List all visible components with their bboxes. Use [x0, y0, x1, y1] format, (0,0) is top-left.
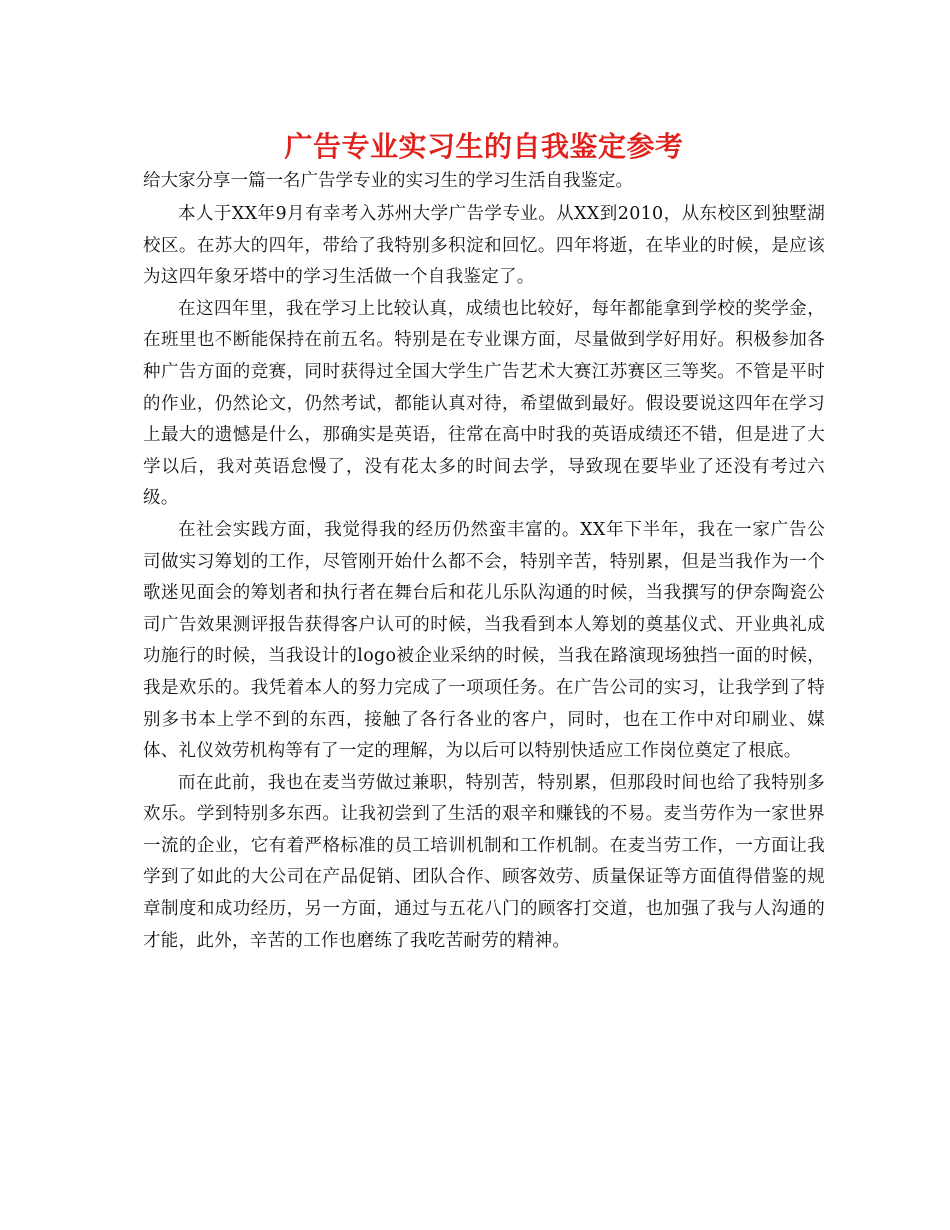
document-title: 广告专业实习生的自我鉴定参考	[284, 130, 684, 163]
paragraph-enrollment: 本人于XX年9月有幸考入苏州大学广告学专业。从XX到2010，从东校区到独墅湖校区。在苏大的四年，带给了我特别多积淀和回忆。四年将逝，在毕业的时候，是应该为这四年象牙塔中的学习生活做一个自我鉴定了。	[143, 204, 825, 288]
paragraph-study: 在这四年里，我在学习上比较认真，成绩也比较好，每年都能拿到学校的奖学金，在班里也不断能保持在前五名。特别是在专业课方面，尽量做到学好用好。积极参加各种广告方面的竞赛，同时获得过全国大学生广告艺术大赛江苏赛区三等奖。不管是平时的作业，仍然论文，仍然考试，都能认真对待，希望做到最好。假设要说这四年在学习上最大的遗憾是什么，那确实是英语，往常在高中时我的英语成绩还不错，但是进了大学以后，我对英语怠慢了，没有花太多的时间去学，导致现在要毕业了还没有考过六级。	[143, 298, 825, 509]
intro-line: 给大家分享一篇一名广告学专业的实习生的学习生活自我鉴定。	[143, 171, 633, 191]
paragraph-social-practice: 在社会实践方面，我觉得我的经历仍然蛮丰富的。XX年下半年，我在一家广告公司做实习筹划的工作，尽管刚开始什么都不会，特别辛苦，特别累，但是当我作为一个歌迷见面会的筹划者和执行者在舞台后和花儿乐队沟通的时候，当我撰写的伊奈陶瓷公司广告效果测评报告获得客户认可的时候，当我看到本人筹划的奠基仪式、开业典礼成功施行的时候，当我设计的logo被企业采纳的时候，当我在路演现场独挡一面的时候，我是欢乐的。我凭着本人的努力完成了一项项任务。在广告公司的实习，让我学到了特别多书本上学不到的东西，接触了各行各业的客户，同时，也在工作中对印刷业、媒体、礼仪效劳机构等有了一定的理解，为以后可以特别快适应工作岗位奠定了根底。	[143, 519, 825, 762]
paragraph-part-time-job: 而在此前，我也在麦当劳做过兼职，特别苦，特别累，但那段时间也给了我特别多欢乐。学到特别多东西。让我初尝到了生活的艰辛和赚钱的不易。麦当劳作为一家世界一流的企业，它有着严格标准的员工培训机制和工作机制。在麦当劳工作，一方面让我学到了如此的大公司在产品促销、团队合作、顾客效劳、质量保证等方面值得借鉴的规章制度和成功经历，另一方面，通过与五花八门的顾客打交道，也加强了我与人沟通的才能，此外，辛苦的工作也磨练了我吃苦耐劳的精神。	[143, 772, 825, 951]
document-page	[143, 128, 825, 957]
